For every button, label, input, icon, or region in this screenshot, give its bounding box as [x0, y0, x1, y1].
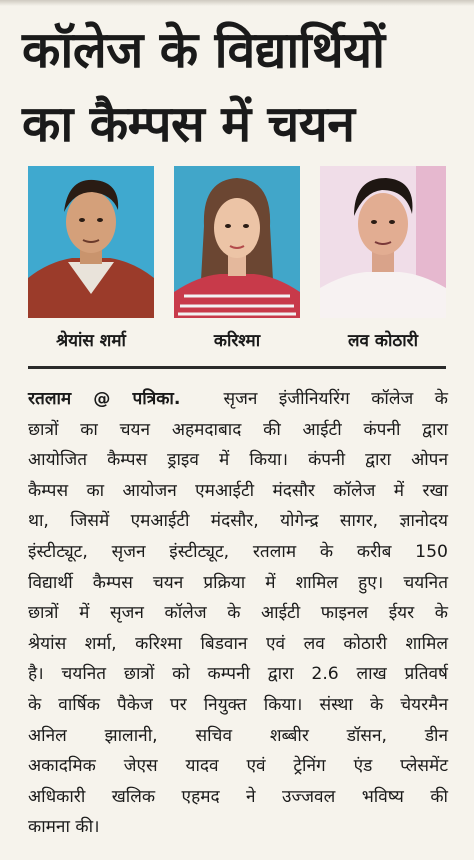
article-line-text: सृजन इंजीनियरिंग कॉलेज के: [223, 389, 448, 409]
article-line: अनिल झालानी, सचिव शब्बीर डॉसन, डीन: [28, 725, 448, 746]
article-line: छात्रों में सृजन कॉलेज के आईटी फाइनल ईयर के: [28, 603, 448, 624]
article-line: अकादमिक जेएस यादव एवं ट्रेनिंग एंड प्लेसमेंट: [28, 756, 448, 777]
photo-caption-3: लव कोठारी: [348, 331, 418, 351]
section-divider: [28, 366, 446, 369]
article-line: कैम्पस का आयोजन एमआईटी मंदसौर कॉलेज में रखा: [28, 480, 448, 501]
article-line: विद्यार्थी कैम्पस चयन प्रक्रिया में शामिल हुए। चयनित: [28, 572, 448, 593]
portrait-image-1: [28, 166, 154, 318]
article-line: है। चयनित छात्रों को कम्पनी द्वारा 2.6 लाख प्रतिवर्ष: [28, 664, 448, 685]
student-photo-1: [28, 166, 154, 318]
clipping-top-edge: [0, 0, 474, 6]
student-photo-2: [174, 166, 300, 318]
article-line: कामना की।: [28, 817, 100, 838]
photo-caption-2: करिश्मा: [213, 331, 261, 351]
article-line: [28, 384, 448, 415]
article-line: श्रेयांस शर्मा, करिश्मा बिडवान एवं लव कोठारी शामिल: [28, 633, 448, 654]
headline-line-1: कॉलेज के विद्यार्थियों: [22, 21, 385, 79]
student-photo-3: [320, 166, 446, 318]
article-line: के वार्षिक पैकेज पर नियुक्त किया। संस्था के चेयरमैन: [28, 694, 448, 715]
article-line: छात्रों का चयन अहमदाबाद की आईटी कंपनी द्वारा: [28, 419, 448, 440]
article-line: था, जिसमें एमआईटी मंदसौर, योगेन्द्र सागर, ज्ञानोदय: [28, 511, 448, 532]
article-line: अधिकारी खलिक एहमद ने उज्जवल भविष्य की: [28, 786, 448, 807]
article-line: इंस्टीट्यूट, सृजन इंस्टीट्यूट, रतलाम के करीब 150: [28, 541, 448, 562]
photo-caption-1: श्रेयांस शर्मा: [56, 331, 126, 351]
article-line: आयोजित कैम्पस ड्राइव में किया। कंपनी द्वारा ओपन: [28, 450, 448, 471]
portrait-image-3: [320, 166, 446, 318]
headline-line-2: का कैम्पस में चयन: [22, 95, 355, 153]
article-body: [28, 384, 448, 843]
portrait-image-2: [174, 166, 300, 318]
dateline: रतलाम @ पत्रिका.: [28, 389, 181, 409]
